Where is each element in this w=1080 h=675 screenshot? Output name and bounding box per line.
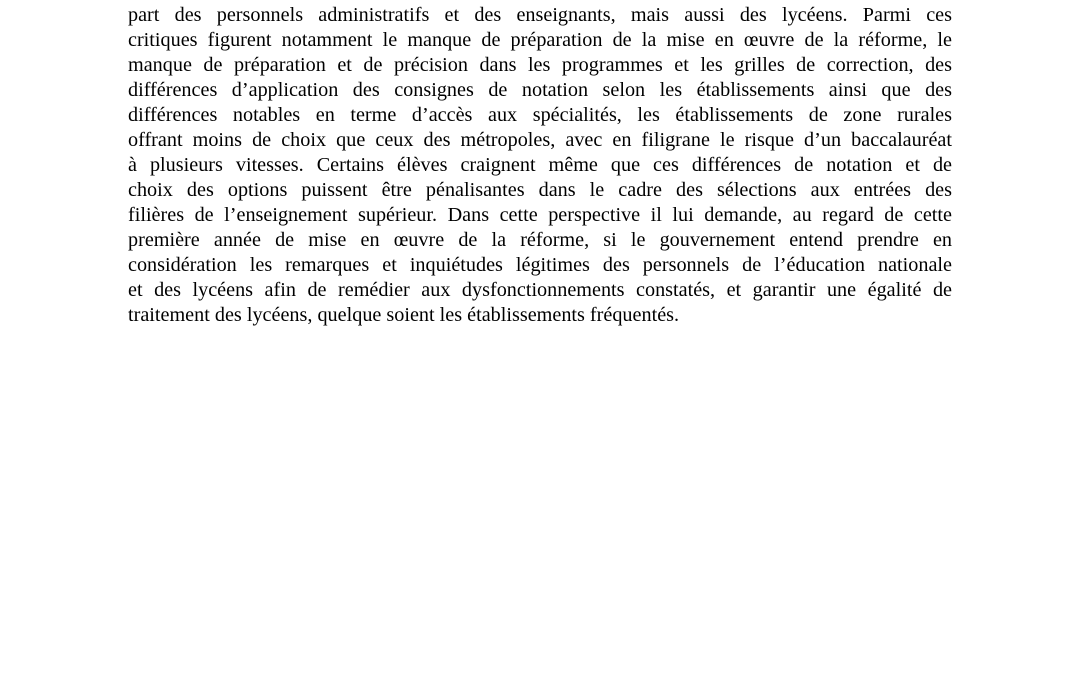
text-line: choix des options puissent être pénalisantes dans le cadre des sélections aux entrées des	[128, 179, 952, 201]
text-line: manque de préparation et de précision dans les programmes et les grilles de correction, des	[128, 54, 952, 76]
text-line: à plusieurs vitesses. Certains élèves craignent même que ces différences de notation et de	[128, 154, 952, 176]
text-line: première année de mise en œuvre de la réforme, si le gouvernement entend prendre en	[128, 229, 952, 251]
text-line: considération les remarques et inquiétudes légitimes des personnels de l’éducation nationale	[128, 254, 952, 276]
text-line: et des lycéens afin de remédier aux dysfonctionnements constatés, et garantir une égalité de	[128, 279, 952, 301]
text-line: filières de l’enseignement supérieur. Dans cette perspective il lui demande, au regard de cette	[128, 204, 952, 226]
text-line-last: traitement des lycéens, quelque soient les établissements fréquentés.	[128, 304, 680, 326]
text-line: part des personnels administratifs et des enseignants, mais aussi des lycéens. Parmi ces	[128, 4, 952, 26]
text-line: différences d’application des consignes de notation selon les établissements ainsi que des	[128, 79, 952, 101]
body-paragraph	[128, 3, 952, 328]
text-line: offrant moins de choix que ceux des métropoles, avec en filigrane le risque d’un baccalauréat	[128, 129, 952, 151]
text-line: critiques figurent notamment le manque de préparation de la mise en œuvre de la réforme, le	[128, 29, 952, 51]
text-line: différences notables en terme d’accès aux spécialités, les établissements de zone rurales	[128, 104, 952, 126]
